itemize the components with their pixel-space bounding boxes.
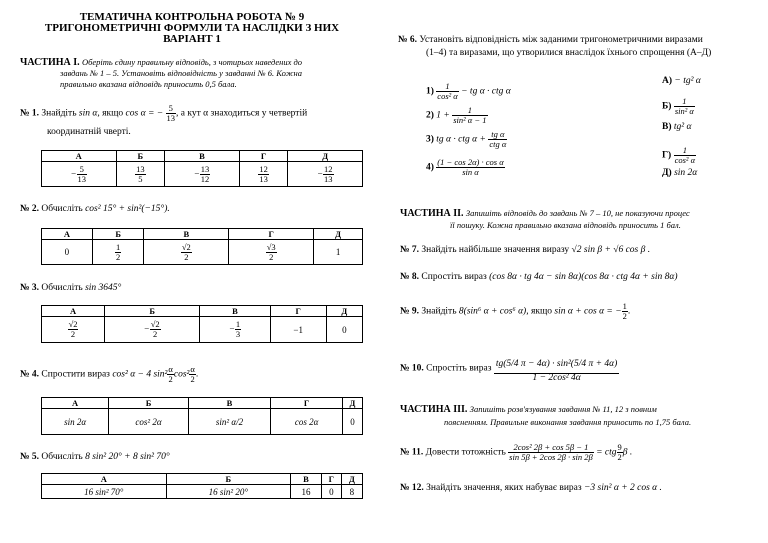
answer-cell: − $\frac{12}{13}$ [288, 162, 363, 187]
answer-cell: − $\frac{1}{3}$ [200, 317, 270, 343]
part3-text2: поясненням. Правильне виконання завдання приносить по 1,75 бала. [444, 417, 692, 427]
task5-answer-table: А Б В Г Д 16 sin² 70° 16 sin² 20° 16 0 8 [41, 473, 363, 499]
header-line1: ТЕМАТИЧНА КОНТРОЛЬНА РОБОТА № 9 [79, 11, 305, 23]
part1-text3: правильно вказана відповідь приносить 0,5 бала. [60, 79, 237, 89]
task6-line1: № 6. Установіть відповідність між заданими тригонометричними виразами [398, 35, 703, 45]
task6-right-item: Д) sin 2α [662, 168, 698, 178]
answer-cell: $\frac{√3}{2}$ [229, 240, 314, 265]
task1-answer-table: А Б В Г Д − $\frac{5}{13}$ $\frac{13}{5}$ − $\frac{13}{12}$ $\frac{12}{13}$ − $\frac{12}{13}$ [41, 150, 363, 187]
task10-line: № 10. Спростіть вираз $\frac{\text{tg(5/4 π − 4α) · sin²(5/4 π + 4α)}}{\text{1 − 2cos² 4α}}$ [400, 354, 619, 383]
task5-line: № 5. Обчисліть 8 sin² 20° + 8 sin² 70° [20, 452, 170, 462]
task6-right-item: Б) $\frac{1}{\text{sin² α}}$ [662, 96, 694, 116]
answer-cell: $\frac{√2}{2}$ [42, 317, 105, 343]
task1-line2: координатній чверті. [47, 127, 131, 137]
task1-line1: № 1. Знайдіть sin α, якщо cos α = − $\frac{5}{13}$ , а кут α знаходиться у четвертій [20, 103, 308, 123]
answer-cell: $\frac{√2}{2}$ [144, 240, 229, 265]
answer-cell: $\frac{12}{13}$ [239, 162, 288, 187]
answer-cell: $\frac{13}{5}$ [116, 162, 165, 187]
part1-text2: завдань № 1 – 5. Установіть відповідність у завданні № 6. Кожна [60, 68, 302, 78]
header-variant: ВАРІАНТ 1 [163, 33, 221, 45]
task1-number: № 1. [20, 108, 40, 119]
answer-cell: 0 [42, 240, 93, 265]
part1-title: ЧАСТИНА I. [20, 57, 80, 68]
header-line2: ТРИГОНОМЕТРИЧНІ ФОРМУЛИ ТА НАСЛІДКИ З НИХ [44, 22, 340, 34]
task6-left-item: 2) 1 + $\frac{1}{\text{sin² α − 1}}$ [426, 105, 487, 125]
part1-text1: Оберіть єдину правильну відповідь, з чотирьох наведених до [82, 57, 303, 67]
task3-line: № 3. Обчисліть sin 3645° [20, 283, 122, 293]
answer-cell: − $\frac{13}{12}$ [165, 162, 240, 187]
task4-line: № 4. Спростити вираз cos² α − 4 sin² $\frac{\alpha}{2}$ cos² $\frac{\alpha}{2}$ . [20, 364, 199, 384]
task6-right-item: Г) $\frac{1}{\text{cos² α}}$ [662, 145, 696, 165]
task6-right-item: В) tg² α [662, 122, 692, 132]
part2-intro: ЧАСТИНА II. Запишіть відповідь до завдань № 7 – 10, не показуючи процес [400, 208, 690, 219]
task9-line: № 9. Знайдіть 8(sin⁶ α + cos⁶ α), якщо sin α + cos α = − $\frac{1}{2}$ . [400, 301, 631, 321]
task3-answer-table: А Б В Г Д $\frac{√2}{2}$ − $\frac{√2}{2}$ − $\frac{1}{3}$ −1 0 [41, 305, 363, 343]
task6-left-item: 1) $\frac{1}{\text{cos² α}}$ − tg α · ctg α [426, 81, 511, 101]
answer-cell: 1 [314, 240, 363, 265]
task12-line: № 12. Знайдіть значення, яких набуває вираз −3 sin² α + 2 cos α . [400, 483, 662, 493]
task6-left-item: 3) tg α · ctg α + $\frac{\text{tg α}}{\text{ctg α}}$ [426, 129, 507, 149]
task6-right-item: А) − tg² α [662, 76, 701, 86]
answer-cell: 0 [326, 317, 362, 343]
task4-answer-table: А Б В Г Д sin 2α cos² 2α sin² α/2 cos 2α 0 [41, 397, 363, 435]
task2-line: № 2. Обчисліть cos² 15° + sin²(−15°). [20, 204, 170, 214]
task8-line: № 8. Спростіть вираз (cos 8α · tg 4α − sin 8α)(cos 8α · ctg 4α + sin 8α) [400, 272, 678, 282]
part2-text2: її пошуку. Кожна правильно вказана відповідь приносить 1 бал. [450, 220, 681, 230]
part3-intro: ЧАСТИНА III. Запишіть розв'язування завдання № 11, 12 з повним [400, 404, 657, 415]
task6-line2: (1–4) та виразами, що утворилися внаслідок їхнього спрощення (А–Д) [426, 48, 712, 58]
answer-cell: −1 [270, 317, 326, 343]
task7-line: № 7. Знайдіть найбільше значення виразу √2 sin β + √6 cos β . [400, 245, 651, 255]
task2-answer-table: А Б В Г Д 0 $\frac{1}{2}$ $\frac{√2}{2}$ $\frac{√3}{2}$ 1 [41, 228, 363, 265]
answer-cell: − $\frac{√2}{2}$ [105, 317, 200, 343]
task11-line: № 11. Довести тотожність $\frac{\text{2cos² 2β + cos 5β − 1}}{\sin 5\beta + 2\cos 2\beta \cdot \sin 2\beta}$ = ctg $\frac{9}{2}$ β . [400, 442, 633, 462]
answer-cell: $\frac{1}{2}$ [92, 240, 144, 265]
task6-left-item: 4) $\frac{\text{(1 − cos 2α) · cos α}}{\text{sin α}}$ [426, 157, 504, 177]
answer-cell: − $\frac{5}{13}$ [42, 162, 117, 187]
